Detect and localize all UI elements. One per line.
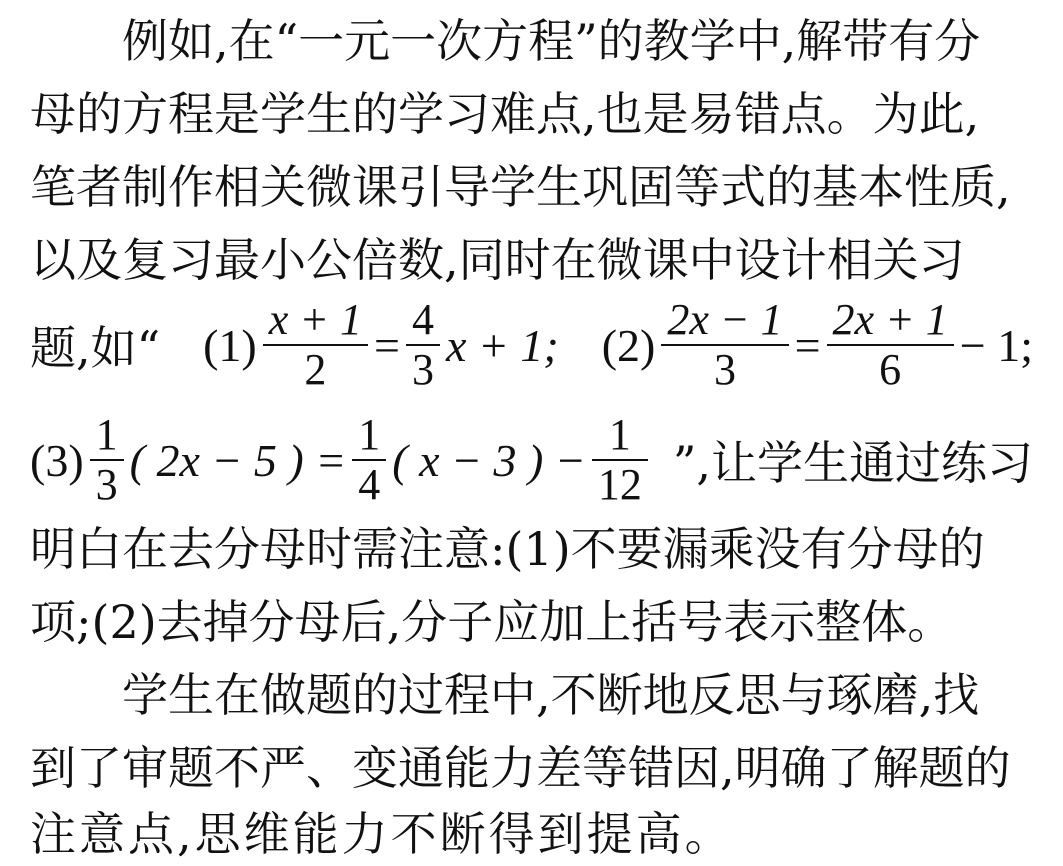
- eq3-fraction-3: [592, 410, 648, 509]
- eq3-fraction-1-num: 1: [95, 410, 118, 459]
- paragraph2-line3: 注意点,思维能力不断得到提高。: [30, 807, 734, 861]
- eq1-denominator: 2: [304, 345, 327, 394]
- paragraph1-line7: 明白在去分母时需注意:(1)不要漏乘没有分母的: [30, 522, 985, 576]
- eq2-label: (2): [601, 319, 656, 371]
- eq1-rhs-denominator: 3: [411, 345, 434, 394]
- eq2-rhs-denominator: 6: [879, 345, 902, 394]
- eq3-body-2: ( x − 3 ) −: [392, 434, 586, 486]
- eq1-lhs-fraction: [263, 295, 368, 394]
- equation-line-intro: 题,如“: [30, 321, 161, 375]
- equation-line-trailing-text: ”,让学生通过练习: [672, 436, 1033, 490]
- eq1-numerator: x + 1: [268, 295, 362, 344]
- eq3-fraction-2: [352, 410, 386, 509]
- eq2-lhs-fraction: [661, 295, 788, 394]
- eq1-rhs-numerator: 4: [411, 295, 434, 344]
- paragraph1-line3: 笔者制作相关微课引导学生巩固等式的基本性质,: [30, 160, 1011, 214]
- paragraph1-line8: 项;(2)去掉分母后,分子应加上括号表示整体。: [30, 595, 954, 649]
- eq1-equals: =: [373, 319, 400, 371]
- eq3-fraction-2-den: 4: [358, 460, 381, 509]
- eq2-denominator: 3: [713, 345, 736, 394]
- eq2-numerator: 2x − 1: [667, 295, 783, 344]
- eq1-label: (1): [203, 319, 257, 371]
- eq1-rhs-fraction: [406, 295, 440, 394]
- eq3-label: (3): [30, 434, 84, 486]
- paragraph1-line4: 以及复习最小公倍数,同时在微课中设计相关习: [30, 233, 965, 287]
- eq3-fraction-3-den: 12: [597, 460, 642, 509]
- eq1-rhs-tail: x + 1;: [445, 319, 559, 371]
- paragraph2-line2: 到了审题不严、变通能力差等错因,明确了解题的: [30, 741, 1011, 795]
- equation-2: [601, 295, 1033, 394]
- eq2-equals: =: [794, 319, 821, 371]
- paragraph1-line1: 例如,在“一元一次方程”的教学中,解带有分: [122, 14, 981, 68]
- eq2-rhs-tail: − 1;: [959, 319, 1033, 371]
- eq2-rhs-fraction: [827, 295, 954, 394]
- equation-line-1-2: [30, 295, 1033, 395]
- equation-1: [203, 295, 559, 394]
- eq3-fraction-1-den: 3: [95, 460, 118, 509]
- paragraph1-line2: 母的方程是学生的学习难点,也是易错点。为此,: [30, 87, 980, 141]
- eq3-fraction-2-num: 1: [358, 410, 381, 459]
- paragraph2-line1: 学生在做题的过程中,不断地反思与琢磨,找: [122, 668, 980, 722]
- eq2-rhs-numerator: 2x + 1: [832, 295, 948, 344]
- eq3-body-1: ( 2x − 5 ) =: [129, 434, 347, 486]
- eq3-fraction-3-num: 1: [608, 410, 631, 459]
- equation-line-3: [30, 410, 1033, 510]
- equation-3: [30, 410, 654, 509]
- eq3-fraction-1: [90, 410, 124, 509]
